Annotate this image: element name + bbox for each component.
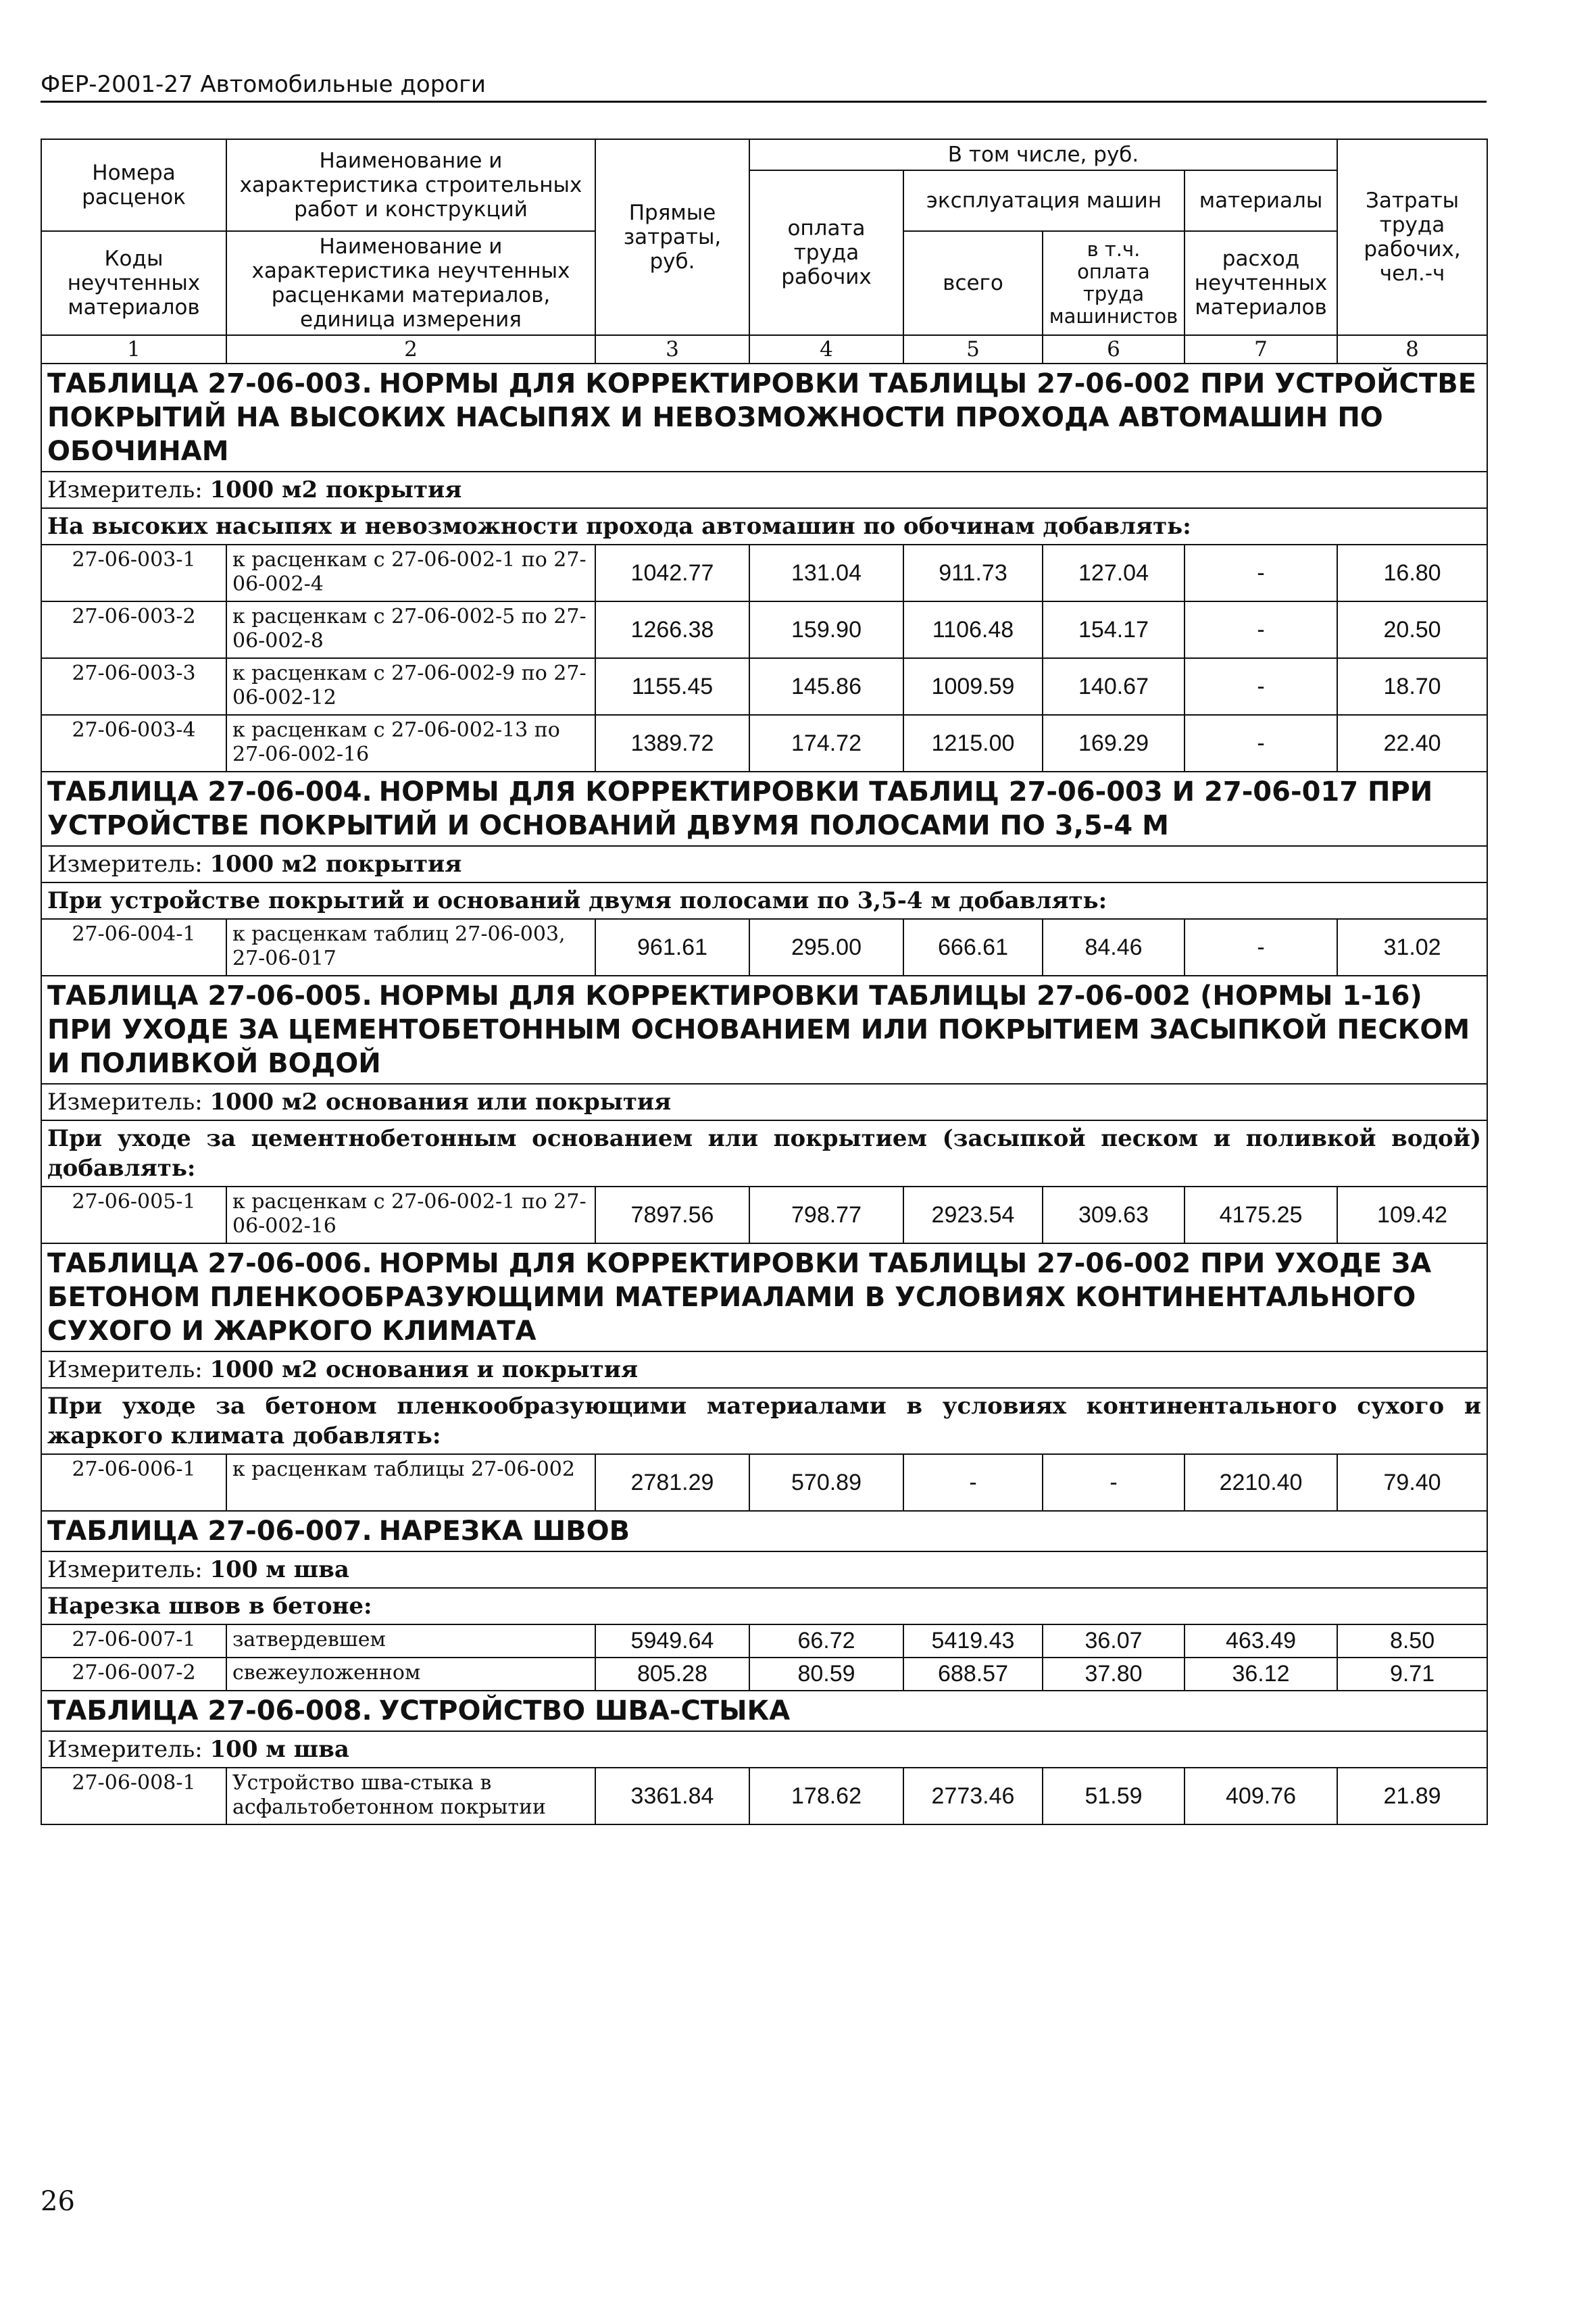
value-materials: - (1184, 658, 1337, 715)
table-title-text: НОРМЫ ДЛЯ КОРРЕКТИРОВКИ ТАБЛИЦ 27-06-003 И 27-06-017 ПРИ УСТРОЙСТВЕ ПОКРЫТИЙ И ОСНОВАНИЙ ДВУМЯ ПОЛОСАМИ ПО 3,5-4 М (47, 776, 1433, 841)
measure-unit (41, 1351, 1487, 1388)
table-row (41, 1454, 1487, 1511)
rate-name: затвердевшем (226, 1624, 595, 1658)
value-labor: 80.59 (749, 1658, 903, 1691)
value-labor: 178.62 (749, 1768, 903, 1824)
table-number: ТАБЛИЦА 27-06-005. (47, 980, 372, 1012)
value-direct: 2781.29 (595, 1454, 749, 1511)
value-labor: 174.72 (749, 715, 903, 772)
value-direct: 5949.64 (595, 1624, 749, 1658)
table-title-text: НАРЕЗКА ШВОВ (378, 1516, 630, 1547)
value-machines: 688.57 (903, 1658, 1043, 1691)
table-row (41, 658, 1487, 715)
value-operators: 36.07 (1043, 1624, 1184, 1658)
value-machines: 911.73 (903, 545, 1043, 601)
value-machines: 1009.59 (903, 658, 1043, 715)
materials-header: материалы (1184, 170, 1337, 231)
machines-header: эксплуатация машин (903, 170, 1184, 231)
value-labor: 159.90 (749, 601, 903, 658)
rate-code: 27-06-006-1 (41, 1454, 226, 1511)
value-hours: 21.89 (1337, 1768, 1487, 1824)
value-direct: 1042.77 (595, 545, 749, 601)
column-number: 3 (595, 335, 749, 364)
measure-row (41, 472, 1487, 508)
value-operators: 154.17 (1043, 601, 1184, 658)
table-row (41, 601, 1487, 658)
rate-name: Устройство шва-стыка в асфальтобетонном покрытии (226, 1768, 595, 1824)
value-materials: 36.12 (1184, 1658, 1337, 1691)
value-direct: 1266.38 (595, 601, 749, 658)
measure-unit (41, 1084, 1487, 1120)
rate-code: 27-06-008-1 (41, 1768, 226, 1824)
table-title (41, 1243, 1487, 1351)
section-heading: При устройстве покрытий и оснований двумя полосами по 3,5-4 м добавлять: (41, 882, 1487, 919)
table-title (41, 364, 1487, 472)
rate-name: к расценкам с 27-06-002-5 по 27-06-002-8 (226, 601, 595, 658)
table-row (41, 715, 1487, 772)
value-machines: 1215.00 (903, 715, 1043, 772)
table-title-row (41, 772, 1487, 846)
measure-row (41, 846, 1487, 882)
section-row (41, 1588, 1487, 1624)
table-title-row (41, 364, 1487, 472)
rate-name: к расценкам таблиц 27-06-003, 27-06-017 (226, 919, 595, 976)
value-operators: 37.80 (1043, 1658, 1184, 1691)
measure-label: Измеритель: (47, 1356, 203, 1383)
rate-name: к расценкам с 27-06-002-13 по 27-06-002-16 (226, 715, 595, 772)
value-materials: - (1184, 545, 1337, 601)
table-number: ТАБЛИЦА 27-06-006. (47, 1248, 372, 1279)
section-row (41, 508, 1487, 545)
measure-unit (41, 846, 1487, 882)
measure-value: 1000 м2 покрытия (209, 851, 462, 878)
value-direct: 961.61 (595, 919, 749, 976)
table-title-row (41, 1691, 1487, 1731)
rate-name: к расценкам таблицы 27-06-002 (226, 1454, 595, 1511)
table-title (41, 1691, 1487, 1731)
value-materials: - (1184, 919, 1337, 976)
value-materials: 2210.40 (1184, 1454, 1337, 1511)
table-title-row (41, 1511, 1487, 1551)
col2-bottom-header: Наименование и характеристика неучтенных расценками материалов, единица измерения (226, 231, 595, 335)
value-hours: 9.71 (1337, 1658, 1487, 1691)
value-operators: - (1043, 1454, 1184, 1511)
table-title (41, 1511, 1487, 1551)
column-number: 7 (1184, 335, 1337, 364)
value-direct: 3361.84 (595, 1768, 749, 1824)
rate-code: 27-06-003-2 (41, 601, 226, 658)
table-row (41, 919, 1487, 976)
value-direct: 1155.45 (595, 658, 749, 715)
rates-table (41, 139, 1488, 1825)
value-labor: 66.72 (749, 1624, 903, 1658)
col1-bottom-header: Коды неучтенных материалов (41, 231, 226, 335)
table-title-text: НОРМЫ ДЛЯ КОРРЕКТИРОВКИ ТАБЛИЦЫ 27-06-002 (НОРМЫ 1-16) ПРИ УХОДЕ ЗА ЦЕМЕНТОБЕТОННЫМ ОСНОВАНИЕМ ИЛИ ПОКРЫТИЕМ ЗАСЫПКОЙ ПЕСКОМ И ПОЛИВКОЙ ВОДОЙ (47, 980, 1470, 1079)
value-hours: 8.50 (1337, 1624, 1487, 1658)
measure-value: 1000 м2 основания или покрытия (209, 1089, 672, 1116)
rate-code: 27-06-003-1 (41, 545, 226, 601)
page-header: ФЕР-2001-27 Автомобильные дороги (41, 71, 1487, 103)
section-row (41, 1388, 1487, 1454)
value-machines: 1106.48 (903, 601, 1043, 658)
col2-top-header: Наименование и характеристика строительных работ и конструкций (226, 139, 595, 231)
table-title-row (41, 976, 1487, 1084)
measure-value: 100 м шва (209, 1556, 349, 1583)
measure-row (41, 1084, 1487, 1120)
col7-header: расход неучтенных материалов (1184, 231, 1337, 335)
value-machines: 666.61 (903, 919, 1043, 976)
value-machines: - (903, 1454, 1043, 1511)
measure-unit (41, 1731, 1487, 1768)
column-number: 2 (226, 335, 595, 364)
value-machines: 2773.46 (903, 1768, 1043, 1824)
rate-code: 27-06-007-1 (41, 1624, 226, 1658)
table-number: ТАБЛИЦА 27-06-003. (47, 368, 372, 399)
table-number: ТАБЛИЦА 27-06-004. (47, 776, 372, 807)
measure-label: Измеритель: (47, 1556, 203, 1583)
section-row (41, 882, 1487, 919)
table-row (41, 1658, 1487, 1691)
column-numbers-row (41, 335, 1487, 364)
value-materials: 4175.25 (1184, 1187, 1337, 1243)
section-heading: Нарезка швов в бетоне: (41, 1588, 1487, 1624)
measure-value: 1000 м2 основания и покрытия (209, 1356, 639, 1383)
value-hours: 31.02 (1337, 919, 1487, 976)
rate-code: 27-06-003-3 (41, 658, 226, 715)
value-operators: 309.63 (1043, 1187, 1184, 1243)
rate-code: 27-06-003-4 (41, 715, 226, 772)
value-hours: 79.40 (1337, 1454, 1487, 1511)
col3-header: Прямые затраты, руб. (595, 139, 749, 335)
rate-code: 27-06-004-1 (41, 919, 226, 976)
measure-unit (41, 472, 1487, 508)
value-operators: 169.29 (1043, 715, 1184, 772)
value-labor: 131.04 (749, 545, 903, 601)
value-hours: 16.80 (1337, 545, 1487, 601)
value-materials: - (1184, 715, 1337, 772)
rate-name: к расценкам с 27-06-002-9 по 27-06-002-12 (226, 658, 595, 715)
header-row-1 (41, 139, 1487, 170)
measure-row (41, 1351, 1487, 1388)
rate-code: 27-06-005-1 (41, 1187, 226, 1243)
value-direct: 7897.56 (595, 1187, 749, 1243)
column-number: 6 (1043, 335, 1184, 364)
measure-label: Измеритель: (47, 851, 203, 878)
value-operators: 84.46 (1043, 919, 1184, 976)
measure-value: 100 м шва (209, 1736, 349, 1763)
table-title-row (41, 1243, 1487, 1351)
table-number: ТАБЛИЦА 27-06-007. (47, 1516, 372, 1547)
value-labor: 798.77 (749, 1187, 903, 1243)
rate-code: 27-06-007-2 (41, 1658, 226, 1691)
table-title-text: УСТРОЙСТВО ШВА-СТЫКА (378, 1695, 791, 1726)
measure-label: Измеритель: (47, 476, 203, 503)
measure-row (41, 1551, 1487, 1588)
col6-header: в т.ч. оплата труда машинистов (1043, 231, 1184, 335)
value-materials: - (1184, 601, 1337, 658)
col5-header: всего (903, 231, 1043, 335)
value-hours: 18.70 (1337, 658, 1487, 715)
value-labor: 295.00 (749, 919, 903, 976)
value-materials: 409.76 (1184, 1768, 1337, 1824)
included-header: В том числе, руб. (749, 139, 1337, 170)
column-number: 8 (1337, 335, 1487, 364)
column-number: 5 (903, 335, 1043, 364)
measure-row (41, 1731, 1487, 1768)
table-row (41, 1187, 1487, 1243)
value-machines: 2923.54 (903, 1187, 1043, 1243)
measure-label: Измеритель: (47, 1089, 203, 1116)
value-hours: 22.40 (1337, 715, 1487, 772)
col4-header: оплата труда рабочих (749, 170, 903, 335)
column-number: 4 (749, 335, 903, 364)
value-labor: 570.89 (749, 1454, 903, 1511)
table-row (41, 1768, 1487, 1824)
section-heading: При уходе за цементнобетонным основанием или покрытием (засыпкой песком и поливкой водой) добавлять: (41, 1120, 1487, 1187)
value-direct: 805.28 (595, 1658, 749, 1691)
value-direct: 1389.72 (595, 715, 749, 772)
value-hours: 20.50 (1337, 601, 1487, 658)
column-number: 1 (41, 335, 226, 364)
section-heading: При уходе за бетоном пленкообразующими материалами в условиях континентального сухого и жаркого климата добавлять: (41, 1388, 1487, 1454)
section-row (41, 1120, 1487, 1187)
measure-value: 1000 м2 покрытия (209, 476, 462, 503)
value-operators: 51.59 (1043, 1768, 1184, 1824)
page-number: 26 (41, 2186, 75, 2217)
table-title (41, 976, 1487, 1084)
table-title (41, 772, 1487, 846)
section-heading: На высоких насыпях и невозможности прохода автомашин по обочинам добавлять: (41, 508, 1487, 545)
table-title-text: НОРМЫ ДЛЯ КОРРЕКТИРОВКИ ТАБЛИЦЫ 27-06-002 ПРИ УСТРОЙСТВЕ ПОКРЫТИЙ НА ВЫСОКИХ НАСЫПЯХ И НЕВОЗМОЖНОСТИ ПРОХОДА АВТОМАШИН ПО ОБОЧИНАМ (47, 368, 1477, 467)
table-number: ТАБЛИЦА 27-06-008. (47, 1695, 372, 1726)
value-hours: 109.42 (1337, 1187, 1487, 1243)
value-operators: 140.67 (1043, 658, 1184, 715)
table-title-text: НОРМЫ ДЛЯ КОРРЕКТИРОВКИ ТАБЛИЦЫ 27-06-002 ПРИ УХОДЕ ЗА БЕТОНОМ ПЛЕНКООБРАЗУЮЩИМИ МАТЕРИАЛАМИ В УСЛОВИЯХ КОНТИНЕНТАЛЬНОГО СУХОГО И ЖАРКОГО КЛИМАТА (47, 1248, 1432, 1347)
measure-label: Измеритель: (47, 1736, 203, 1763)
value-labor: 145.86 (749, 658, 903, 715)
col8-header: Затраты труда рабочих, чел.-ч (1337, 139, 1487, 335)
value-machines: 5419.43 (903, 1624, 1043, 1658)
value-operators: 127.04 (1043, 545, 1184, 601)
value-materials: 463.49 (1184, 1624, 1337, 1658)
rate-name: свежеуложенном (226, 1658, 595, 1691)
table-row (41, 545, 1487, 601)
rate-name: к расценкам с 27-06-002-1 по 27-06-002-16 (226, 1187, 595, 1243)
rates-table-body (41, 139, 1487, 1824)
table-row (41, 1624, 1487, 1658)
rate-name: к расценкам с 27-06-002-1 по 27-06-002-4 (226, 545, 595, 601)
col1-top-header: Номера расценок (41, 139, 226, 231)
measure-unit (41, 1551, 1487, 1588)
